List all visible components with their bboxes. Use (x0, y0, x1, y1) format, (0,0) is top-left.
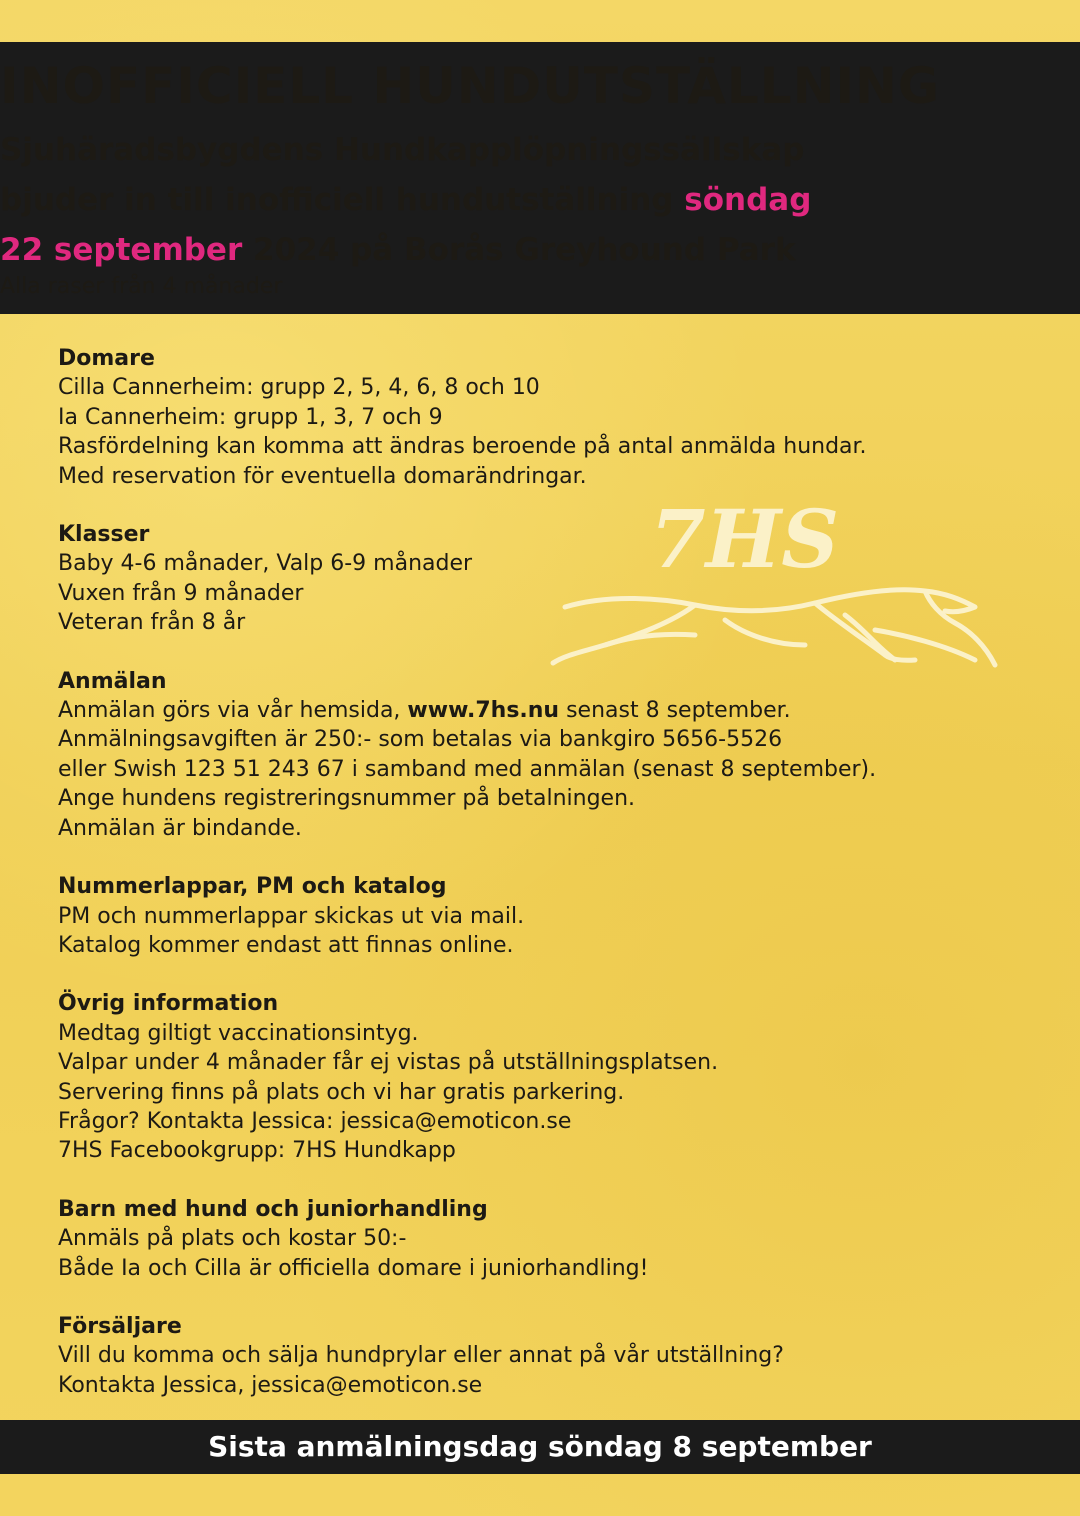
header-line-2-text: bjuder in till inofficiell hundutställning (0, 182, 685, 218)
text-line: PM och nummerlappar skickas ut via mail. (58, 903, 525, 929)
text-line: Med reservation för eventuella domarändringar. (58, 463, 587, 489)
text-line: Cilla Cannerheim: grupp 2, 5, 4, 6, 8 och 10 (58, 375, 540, 401)
content (58, 344, 1038, 1429)
section-title: Domare (58, 346, 155, 371)
section-title: Nummerlappar, PM och katalog (58, 874, 447, 900)
header-line-1: Sjuhäradsbygdens Hundkapplöpningssällskap (0, 132, 805, 168)
header-subtitle (0, 125, 1080, 275)
section-klasser (58, 520, 1038, 638)
section-domare (58, 344, 1038, 491)
text-span: Anmälan görs via vår hemsida, (58, 698, 408, 724)
age-info: Alla raser från 4 månader (0, 274, 283, 299)
section-anmalan (58, 667, 1038, 843)
footer-deadline: Sista anmälningsdag söndag 8 september (0, 1420, 1080, 1474)
website-link[interactable]: www.7hs.nu (407, 698, 560, 724)
text-line: Servering finns på plats och vi har gratis parkering. (58, 1079, 625, 1105)
text-line: Rasfördelning kan komma att ändras beroende på antal anmälda hundar. (58, 434, 867, 460)
page-title: INOFFICIELL HUNDUTSTÄLLNING (0, 57, 940, 115)
section-title: Anmälan (58, 668, 167, 694)
text-line: Vill du komma och sälja hundprylar eller annat på vår utställning? (58, 1343, 784, 1369)
text-line: Anmäls på plats och kostar 50:- (58, 1226, 407, 1252)
section-title: Försäljare (58, 1313, 182, 1339)
highlight-day: söndag (684, 182, 812, 218)
header-line-3 (0, 225, 1080, 275)
text-line: Katalog kommer endast att finnas online. (58, 932, 514, 958)
header-line-3-text: 2024 på Borås Greyhound Park (242, 232, 796, 268)
text-line: 7HS Facebookgrupp: 7HS Hundkapp (58, 1138, 456, 1164)
text-line: Anmälan är bindande. (58, 815, 302, 841)
text-line: Både Ia och Cilla är officiella domare i juniorhandling! (58, 1255, 649, 1281)
text-line: Kontakta Jessica, jessica@emoticon.se (58, 1372, 483, 1398)
text-line: Medtag giltigt vaccinationsintyg. (58, 1020, 419, 1046)
section-forsaljare (58, 1312, 1038, 1400)
section-barn (58, 1195, 1038, 1283)
section-title: Klasser (58, 522, 150, 548)
section-ovrig (58, 989, 1038, 1165)
section-title: Barn med hund och juniorhandling (58, 1196, 488, 1222)
text-line (58, 696, 1038, 725)
text-line: eller Swish 123 51 243 67 i samband med anmälan (senast 8 september). (58, 756, 877, 782)
text-line: Ange hundens registreringsnummer på betalningen. (58, 786, 636, 812)
logo-text: 7HS (650, 495, 840, 586)
text-line: Baby 4-6 månader, Valp 6-9 månader (58, 551, 473, 577)
highlight-date: 22 september (0, 232, 243, 268)
text-line: Valpar under 4 månader får ej vistas på utställningsplatsen. (58, 1050, 719, 1076)
text-line: Vuxen från 9 månader (58, 580, 304, 606)
section-nummerlappar (58, 872, 1038, 960)
text-line: Anmälningsavgiften är 250:- som betalas via bankgiro 5656-5526 (58, 727, 783, 753)
text-line: Veteran från 8 år (58, 610, 246, 636)
section-title: Övrig information (58, 991, 279, 1017)
header-line-2 (0, 175, 1080, 225)
text-line: Frågor? Kontakta Jessica: jessica@emoticon.se (58, 1108, 572, 1134)
text-line: Ia Cannerheim: grupp 1, 3, 7 och 9 (58, 404, 443, 430)
text-span: senast 8 september. (559, 698, 791, 724)
